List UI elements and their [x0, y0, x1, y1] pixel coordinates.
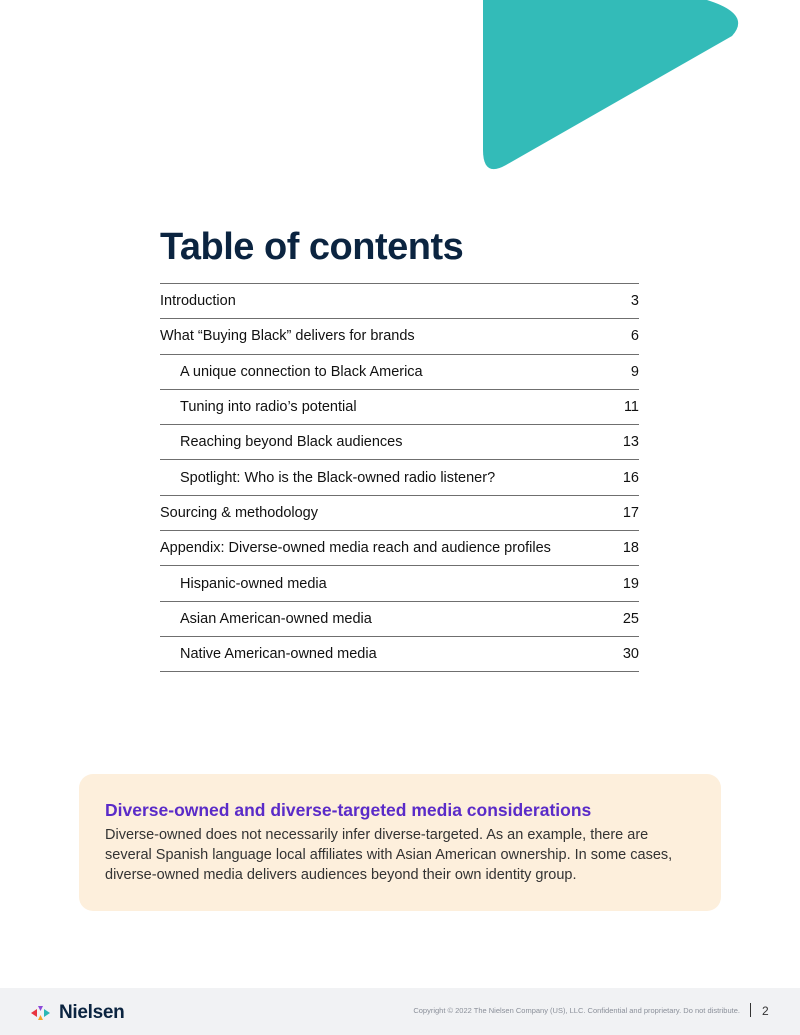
table-of-contents: [160, 283, 639, 672]
nielsen-logo-text: Nielsen: [59, 1002, 125, 1023]
nielsen-logo: [31, 1002, 125, 1024]
toc-entry-label: Native American-owned media: [180, 646, 377, 663]
teal-triangle-decoration: [0, 0, 800, 200]
toc-entry-label: Tuning into radio’s potential: [180, 399, 357, 416]
toc-entry-page: 13: [622, 434, 639, 451]
toc-entry-radio-potential[interactable]: [160, 390, 639, 425]
page-number: 2: [762, 1004, 769, 1018]
toc-entry-beyond-black-audiences[interactable]: [160, 425, 639, 460]
toc-entry-label: A unique connection to Black America: [180, 363, 423, 380]
page-footer: [0, 988, 800, 1035]
toc-entry-label: What “Buying Black” delivers for brands: [160, 328, 415, 345]
toc-entry-page: 17: [622, 504, 639, 521]
toc-entry-page: 3: [630, 293, 639, 310]
toc-entry-appendix[interactable]: [160, 531, 639, 566]
considerations-callout: [79, 774, 721, 911]
toc-entry-buying-black[interactable]: [160, 319, 639, 354]
page-title: Table of contents: [160, 226, 464, 268]
toc-entry-label: Asian American-owned media: [180, 610, 372, 627]
toc-entry-page: 16: [622, 469, 639, 486]
toc-entry-page: 9: [630, 363, 639, 380]
toc-entry-label: Reaching beyond Black audiences: [180, 434, 403, 451]
callout-body: Diverse-owned does not necessarily infer diverse-targeted. As an example, there are several Spanish language local affiliates with Asian American ownership. In some cases, diverse-owned media delivers audiences beyond their own identity group.: [105, 827, 673, 883]
toc-entry-asian-american-owned[interactable]: [160, 602, 639, 637]
toc-entry-native-american-owned[interactable]: [160, 637, 639, 672]
toc-entry-label: Introduction: [160, 293, 236, 310]
callout-title: Diverse-owned and diverse-targeted media considerations: [105, 800, 592, 820]
copyright-notice: Copyright © 2022 The Nielsen Company (US), LLC. Confidential and proprietary. Do not distribute.: [413, 1006, 740, 1015]
toc-entry-label: Appendix: Diverse-owned media reach and audience profiles: [160, 540, 551, 557]
toc-entry-spotlight[interactable]: [160, 460, 639, 495]
toc-entry-label: Sourcing & methodology: [160, 504, 318, 521]
toc-entry-page: 19: [622, 575, 639, 592]
nielsen-logo-mark-icon: [31, 1005, 53, 1021]
toc-entry-introduction[interactable]: [160, 284, 639, 319]
toc-entry-unique-connection[interactable]: [160, 355, 639, 390]
toc-entry-page: 11: [623, 399, 639, 416]
toc-entry-label: Spotlight: Who is the Black-owned radio listener?: [180, 469, 496, 486]
toc-entry-hispanic-owned[interactable]: [160, 566, 639, 601]
toc-entry-page: 6: [630, 328, 639, 345]
toc-entry-label: Hispanic-owned media: [180, 575, 327, 592]
toc-entry-page: 25: [622, 610, 639, 627]
toc-entry-sourcing-methodology[interactable]: [160, 496, 639, 531]
toc-entry-page: 30: [622, 646, 639, 663]
toc-entry-page: 18: [622, 540, 639, 557]
footer-divider: [750, 1003, 751, 1017]
